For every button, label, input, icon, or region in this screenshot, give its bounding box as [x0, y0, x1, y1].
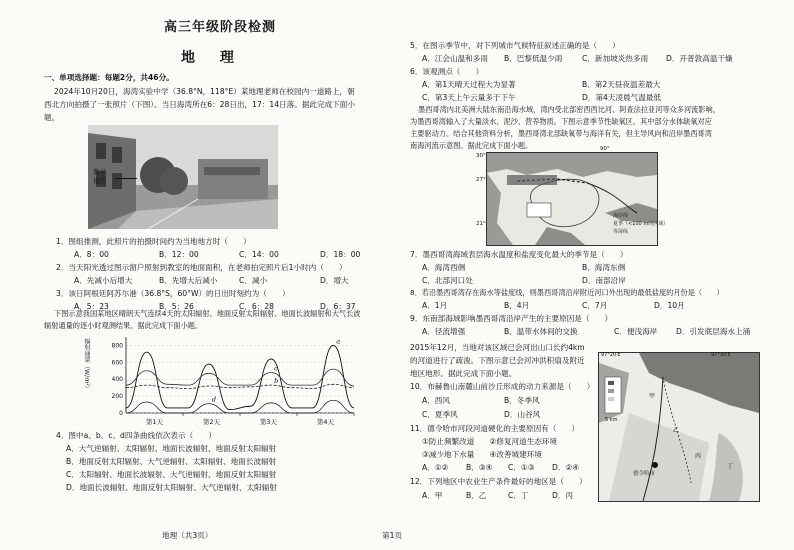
chart-series-labels — [212, 337, 340, 403]
chart-y-tick-label: 400 — [111, 376, 123, 384]
q6-stem: 6．该观测点（ ） — [410, 67, 484, 76]
q7-option-c[interactable]: C．北部河口处 — [422, 276, 473, 285]
map2-lon-1: 97°20′E — [601, 352, 621, 358]
q2-option-b[interactable]: B．先增大后减小 — [159, 276, 218, 285]
chart-y-tick-label: 0 — [119, 410, 123, 417]
chart-y-ticks — [112, 342, 124, 417]
intro-line-3: 题。 — [44, 113, 60, 122]
q9-option-b[interactable]: B．温带水体间的交换 — [504, 327, 578, 336]
q10-option-b[interactable]: B．冬季风 — [504, 396, 540, 405]
q1-stem: 1．图组推测，此照片的拍摄时间约为当地地方时（ ） — [56, 237, 251, 246]
q7-option-b[interactable]: B．海湾东侧 — [582, 263, 626, 272]
map2-lon-2: 97°30′E — [711, 352, 731, 358]
q11-statement-line-1: ①防止频繁改道 ②修复河道生态环境 — [422, 437, 558, 446]
q4-option-c[interactable]: C．太阳辐射、地面长波辐射、大气逆辐射、地面反射太阳辐射 — [66, 470, 277, 479]
q2-option-c[interactable]: C．减小 — [239, 276, 268, 285]
gulf-passage-line-2: 为墨西哥湾输入了大量淡水、泥沙、营养物质。下图示意季节性缺氧区。其中部分水体缺氧对应 — [410, 117, 712, 126]
chart-series-label-c: c — [274, 364, 278, 373]
chart-series-label-b: b — [274, 377, 279, 386]
page-number: 第1页 — [382, 531, 403, 540]
q8-stem: 8．若沿墨西哥湾存在海水等盐度线，则墨西哥湾沿岸附近河口外出现的最低盐度的月份是（ ） — [410, 288, 724, 297]
river-passage-line-1: 2015年12月，当地对该区域已会河出山口长约4km — [410, 343, 585, 352]
map1-lat-30: 30° — [476, 153, 486, 159]
chart-x-tick-label: 第2天 — [202, 418, 221, 426]
q10-option-c[interactable]: C．夏季风 — [422, 410, 458, 419]
river-passage-line-2: 的河道进行了疏浚。下图示意已会河冲洪积扇及附近 — [410, 356, 585, 365]
map2-scale: 5 km — [605, 417, 618, 423]
q6-option-d[interactable]: D．第4天凌晨气温最低 — [582, 93, 662, 102]
q3-option-b[interactable]: B．5：26 — [159, 302, 194, 311]
q5-stem: 5．在图示季节中，对下列城市气候特征叙述正确的是（ ） — [410, 41, 620, 50]
chart-x-tick-label: 第1天 — [145, 418, 164, 426]
gulf-passage-line-1: 墨西哥湾内北美洲大陆东南沿海水域，湾内受北部密西西比河、阿查法拉亚河等众多河流影响， — [418, 105, 720, 114]
q10-option-a[interactable]: A．西风 — [422, 396, 450, 405]
q10-option-d[interactable]: D．山谷风 — [504, 410, 541, 419]
q3-stem: 3．该日阿根廷阿苏尔港（36.8°S，60°W）的日出时刻约为（ ） — [56, 289, 290, 298]
q11-statement-line-2: ③减少地下水量 ④改善城建环境 — [422, 450, 542, 459]
photo-label-2: 楼房 — [93, 177, 106, 185]
gulf-passage-line-4: 南海河流示意图。据此完成下面小题。 — [410, 141, 533, 150]
map2-ding: 丁 — [727, 463, 734, 470]
section-heading: 一、单项选择题：每题2分，共46分。 — [44, 73, 174, 82]
q4-option-b[interactable]: B．地面反射太阳辐射、大气逆辐射、太阳辐射、地面长波辐射 — [66, 457, 277, 466]
q9-option-c[interactable]: C．便浅海岸 — [614, 327, 658, 336]
q4-option-a[interactable]: A．大气逆辐射、太阳辐射、地面长波辐射、地面反射太阳辐射 — [66, 444, 277, 453]
q11-option-d[interactable]: D．②④ — [552, 463, 580, 472]
chart-x-tick-label: 第3天 — [259, 418, 278, 426]
map1-legend-1: 海岸线 — [613, 213, 629, 219]
chart-series-a — [126, 345, 354, 409]
map2-city: 德令哈市 — [633, 471, 656, 477]
chart-intro-line-1: 下图示意我国某地区晴朗天气连续4天的太阳辐射、地面反射太阳辐射、地面长波辐射和大气长波 — [54, 309, 361, 318]
map2-jia: 甲 — [649, 393, 656, 400]
q5-option-a[interactable]: A．江会山温和多雨 — [422, 54, 488, 63]
chart-y-label: 辐射通量（W/m²） — [83, 338, 90, 392]
map2-yi: 乙 — [673, 427, 680, 434]
gulf-passage-line-3: 主要驱动力。结合其他资料分析，墨西哥湾北部缺氧带与海洋有关，但主导风向和沿岸墨西哥湾 — [410, 129, 712, 138]
q6-option-c[interactable]: C．第3天上午云量多于下午 — [422, 93, 516, 102]
q12-option-b[interactable]: B．乙 — [466, 491, 487, 500]
intro-line-1: 2024年10月20日，海湾实验中学（36.8°N，118°E）某地理老师在校园内一道路上，朝 — [54, 87, 355, 96]
q12-option-d[interactable]: D．丙 — [552, 491, 574, 500]
q8-option-b[interactable]: B．4月 — [504, 301, 530, 310]
chart-gridlines — [126, 345, 354, 413]
chart-series-c — [126, 369, 354, 386]
q7-option-d[interactable]: D．南部沿岸 — [582, 276, 626, 285]
q9-option-a[interactable]: A．径流增强 — [422, 327, 466, 336]
chart-y-tick-label: 800 — [111, 342, 123, 350]
q10-stem: 10．布赫鲁山南麓山前沙丘形成的动力来源是（ ） — [410, 382, 595, 391]
q7-option-a[interactable]: A．海湾西侧 — [422, 263, 466, 272]
q12-stem: 12．下列地区中农业生产条件最好的地区是（ ） — [410, 477, 587, 486]
chart-intro-line-2: 辐射通量的逐小时观测结果。据此完成下面小题。 — [44, 321, 203, 330]
map2-bing: 丙 — [695, 453, 702, 460]
q1-option-b[interactable]: B．12：00 — [159, 250, 199, 259]
q11-stem: 11．德令哈市河段河道硬化的主要原因有（ ） — [410, 424, 580, 433]
chart-y-tick-label: 200 — [111, 393, 123, 401]
q11-option-a[interactable]: A．①② — [422, 463, 449, 472]
subject-title: 地 理 — [181, 50, 244, 66]
q9-option-d[interactable]: D．引发底层海水上涌 — [676, 327, 751, 336]
alluvial-fan-map — [598, 352, 760, 502]
q6-option-a[interactable]: A．第1天晴天过程大为显著 — [422, 80, 516, 89]
photo-label-arrow — [115, 178, 137, 179]
q7-stem: 7．墨西哥湾海域表层海水温度和盐度变化最大的季节是（ ） — [410, 250, 628, 259]
gulf-of-mexico-map — [486, 152, 669, 246]
chart-axes — [126, 337, 354, 413]
q9-stem: 9．东南部海域影响墨西哥湾沿岸产生的主要原因是（ ） — [410, 314, 613, 323]
q12-option-c[interactable]: C．丁 — [508, 491, 529, 500]
map1-legend-2: 夏季（<100 m的区域） — [613, 221, 669, 227]
exam-title: 高三年级阶段检测 — [164, 20, 277, 35]
gulf-map-art — [487, 153, 657, 245]
chart-series-d — [126, 400, 354, 413]
q4-stem: 4．图中a、b、c、d四条曲线依次表示（ ） — [56, 431, 216, 440]
q5-option-d[interactable]: D．开普敦高温干燥 — [666, 54, 733, 63]
q1-option-d[interactable]: D．18：00 — [320, 250, 361, 259]
chart-x-ticks — [146, 413, 354, 426]
radiation-chart — [92, 333, 360, 429]
q1-option-a[interactable]: A．8：00 — [74, 250, 109, 259]
q11-option-c[interactable]: C．①③ — [508, 463, 535, 472]
q11-option-b[interactable]: B．③④ — [466, 463, 493, 472]
q3-option-a[interactable]: A．5：23 — [74, 302, 109, 311]
q12-option-a[interactable]: A．甲 — [422, 491, 443, 500]
q5-option-b[interactable]: B．巴黎低温少雨 — [504, 54, 563, 63]
q3-option-c[interactable]: C．6：28 — [239, 302, 274, 311]
campus-photo — [88, 125, 278, 229]
map1-lat-27: 27° — [476, 177, 486, 183]
river-passage-line-3: 地区地形。据此完成下面小题。 — [410, 369, 517, 378]
q2-option-d[interactable]: D．增大 — [320, 276, 349, 285]
q2-option-a[interactable]: A．先减小后增大 — [74, 276, 133, 285]
map1-legend-3: 等深线 — [613, 229, 629, 235]
campus-photo-art — [88, 125, 278, 229]
left-footer: 地理（共3页） — [162, 531, 213, 540]
chart-x-tick-label: 第4天 — [316, 418, 335, 426]
chart-series-label-a: a — [336, 337, 341, 346]
q8-option-d[interactable]: D．10月 — [654, 301, 685, 310]
q8-option-c[interactable]: C．7月 — [582, 301, 608, 310]
chart-y-tick-label: 600 — [111, 359, 123, 367]
intro-line-2: 西北方向拍摄了一张照片（下图）。当日海湾所在6：28日出，17：14日落。据此完成下面小 — [44, 100, 355, 109]
q3-option-d[interactable]: D．6：37 — [320, 302, 356, 311]
q2-stem: 2．当天阳光透过图示窗户照射到教室的地面面积，在老师拍完照片后1小时内（ ） — [56, 263, 347, 272]
photo-label-1: 教学 — [93, 168, 106, 176]
map1-lat-21: 21° — [476, 221, 486, 227]
map1-lon-90: 90° — [600, 146, 610, 152]
q4-option-d[interactable]: D．地面长波辐射、地面反射太阳辐射、大气逆辐射、太阳辐射 — [66, 483, 277, 492]
q1-option-c[interactable]: C．14：00 — [239, 250, 279, 259]
q6-option-b[interactable]: B．第2天昼夜温差最大 — [582, 80, 661, 89]
chart-series-label-d: d — [211, 395, 217, 404]
q8-option-a[interactable]: A．1月 — [422, 301, 448, 310]
q5-option-c[interactable]: C．新加坡炎热多雨 — [582, 54, 649, 63]
